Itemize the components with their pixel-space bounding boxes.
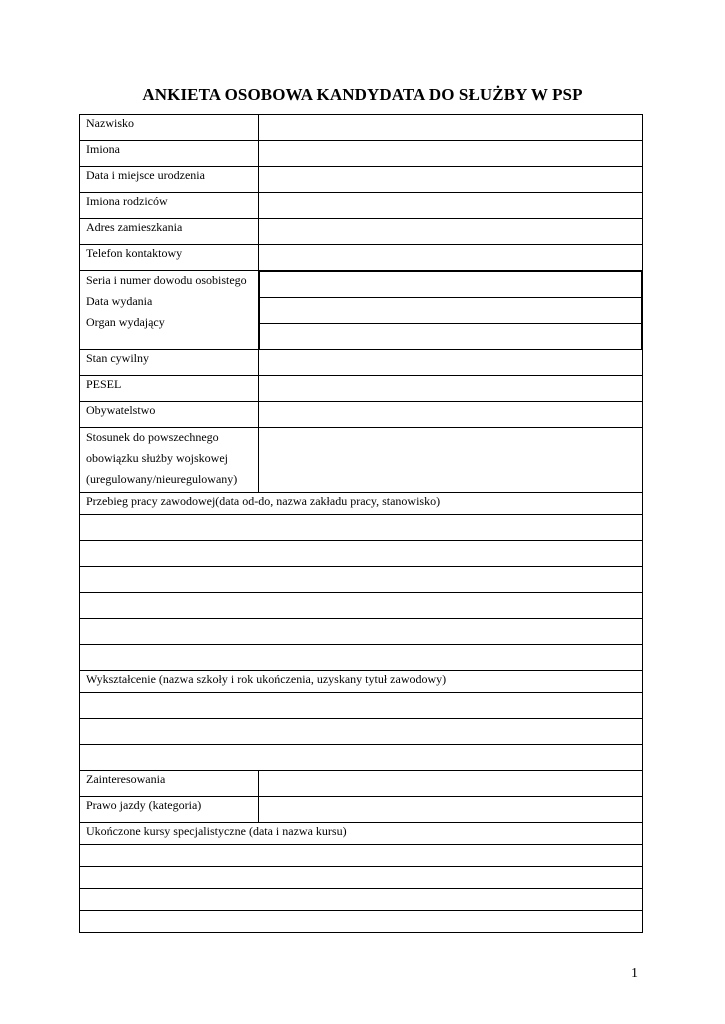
input-education-line[interactable] bbox=[80, 693, 643, 719]
input-first-names[interactable] bbox=[259, 141, 643, 167]
row-birth bbox=[80, 167, 643, 193]
label-military-line2: obowiązku służby wojskowej bbox=[86, 451, 228, 465]
input-work-history-line[interactable] bbox=[80, 515, 643, 541]
input-work-history-line[interactable] bbox=[80, 619, 643, 645]
input-military[interactable] bbox=[259, 428, 643, 493]
input-work-history-line[interactable] bbox=[80, 567, 643, 593]
row-education-header bbox=[80, 671, 643, 693]
row-phone bbox=[80, 245, 643, 271]
label-id-document bbox=[80, 271, 259, 350]
form-title: ANKIETA OSOBOWA KANDYDATA DO SŁUŻBY W PSP bbox=[142, 85, 583, 104]
input-id-issue-date[interactable] bbox=[260, 298, 642, 324]
input-phone[interactable] bbox=[259, 245, 643, 271]
input-interests[interactable] bbox=[259, 771, 643, 797]
label-surname: Nazwisko bbox=[80, 115, 259, 141]
input-work-history-line[interactable] bbox=[80, 593, 643, 619]
label-id-authority: Organ wydający bbox=[86, 315, 165, 329]
label-pesel: PESEL bbox=[80, 376, 259, 402]
input-education-line[interactable] bbox=[80, 745, 643, 771]
label-phone: Telefon kontaktowy bbox=[80, 245, 259, 271]
row-citizenship bbox=[80, 402, 643, 428]
label-address: Adres zamieszkania bbox=[80, 219, 259, 245]
label-driving-license: Prawo jazdy (kategoria) bbox=[80, 797, 259, 823]
input-courses-line[interactable] bbox=[80, 867, 643, 889]
personal-questionnaire-table bbox=[79, 114, 643, 933]
row-interests bbox=[80, 771, 643, 797]
input-parents[interactable] bbox=[259, 193, 643, 219]
label-work-history: Przebieg pracy zawodowej(data od-do, nazwa zakładu pracy, stanowisko) bbox=[80, 493, 643, 515]
label-marital: Stan cywilny bbox=[80, 350, 259, 376]
label-id-issue-date: Data wydania bbox=[86, 294, 153, 308]
input-citizenship[interactable] bbox=[259, 402, 643, 428]
label-birth: Data i miejsce urodzenia bbox=[80, 167, 259, 193]
row-address bbox=[80, 219, 643, 245]
row-id-document bbox=[80, 271, 643, 350]
row-first-names bbox=[80, 141, 643, 167]
label-citizenship: Obywatelstwo bbox=[80, 402, 259, 428]
row-pesel bbox=[80, 376, 643, 402]
row-courses-header bbox=[80, 823, 643, 845]
label-courses: Ukończone kursy specjalistyczne (data i nazwa kursu) bbox=[80, 823, 643, 845]
id-document-subtable bbox=[259, 271, 642, 349]
page-number: 1 bbox=[631, 966, 638, 981]
id-document-inputs bbox=[259, 271, 643, 350]
row-driving-license bbox=[80, 797, 643, 823]
input-courses-line[interactable] bbox=[80, 889, 643, 911]
label-military bbox=[80, 428, 259, 493]
input-education-line[interactable] bbox=[80, 719, 643, 745]
row-surname bbox=[80, 115, 643, 141]
label-first-names: Imiona bbox=[80, 141, 259, 167]
label-military-line3: (uregulowany/nieuregulowany) bbox=[86, 472, 238, 486]
row-work-history-header bbox=[80, 493, 643, 515]
input-id-authority[interactable] bbox=[260, 324, 642, 349]
label-military-line1: Stosunek do powszechnego bbox=[86, 430, 219, 444]
input-id-series[interactable] bbox=[260, 272, 642, 298]
input-marital[interactable] bbox=[259, 350, 643, 376]
label-id-series: Seria i numer dowodu osobistego bbox=[86, 273, 247, 287]
input-work-history-line[interactable] bbox=[80, 645, 643, 671]
row-parents bbox=[80, 193, 643, 219]
input-courses-line[interactable] bbox=[80, 845, 643, 867]
input-address[interactable] bbox=[259, 219, 643, 245]
label-parents: Imiona rodziców bbox=[80, 193, 259, 219]
input-work-history-line[interactable] bbox=[80, 541, 643, 567]
input-driving-license[interactable] bbox=[259, 797, 643, 823]
input-birth[interactable] bbox=[259, 167, 643, 193]
row-marital bbox=[80, 350, 643, 376]
input-pesel[interactable] bbox=[259, 376, 643, 402]
row-military bbox=[80, 428, 643, 493]
input-surname[interactable] bbox=[259, 115, 643, 141]
label-interests: Zainteresowania bbox=[80, 771, 259, 797]
label-education: Wykształcenie (nazwa szkoły i rok ukończenia, uzyskany tytuł zawodowy) bbox=[80, 671, 643, 693]
input-courses-line[interactable] bbox=[80, 911, 643, 933]
